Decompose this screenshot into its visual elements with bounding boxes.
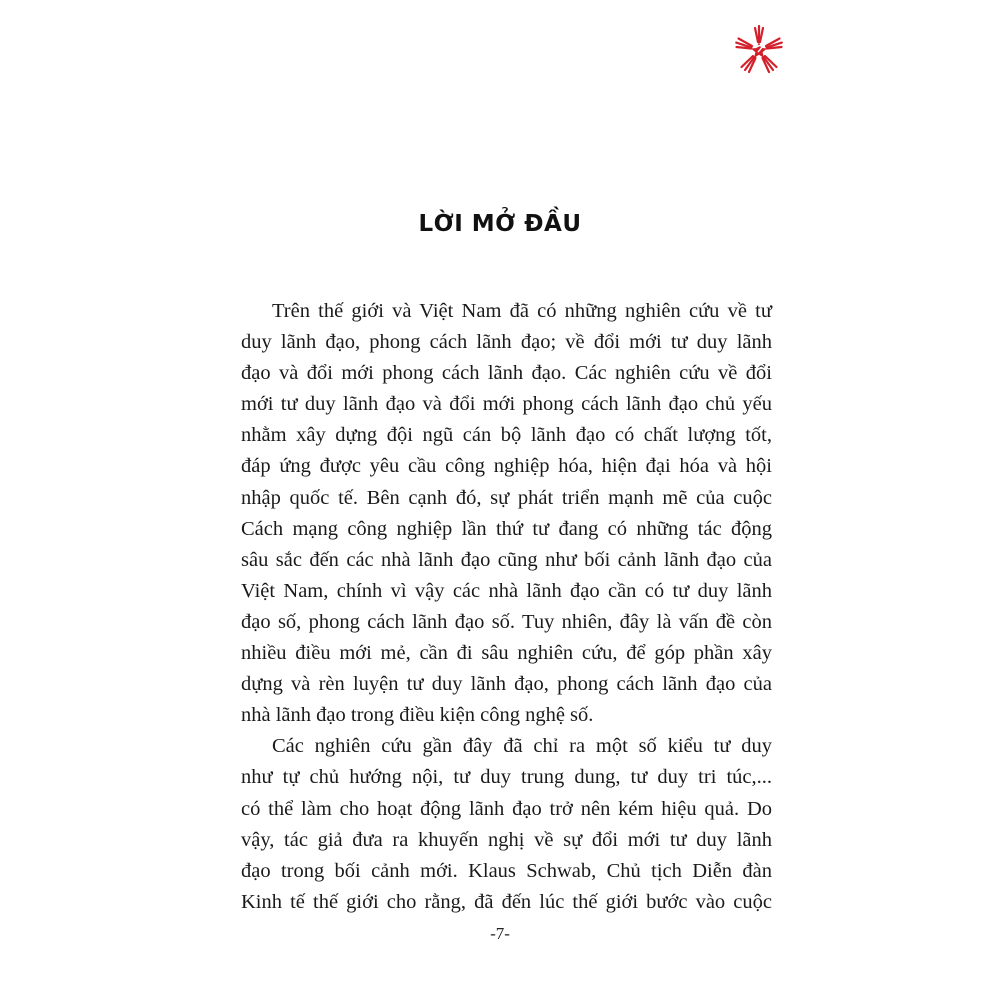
chapter-title: LỜI MỞ ĐẦU — [418, 211, 582, 237]
text-line: Kinh tế thế giới cho rằng, đã đến lúc thế giới bước vào cuộc — [241, 890, 772, 913]
text-line: Các nghiên cứu gần đây đã chỉ ra một số kiểu tư duy — [272, 735, 772, 758]
text-line: nhằm xây dựng đội ngũ cán bộ lãnh đạo có chất lượng tốt, — [241, 424, 772, 447]
text-line: đạo và đổi mới phong cách lãnh đạo. Các nghiên cứu về đổi — [241, 362, 772, 385]
text-line: nhà lãnh đạo trong điều kiện công nghệ số. — [241, 704, 594, 727]
publisher-logo — [729, 20, 789, 80]
text-line: dựng và rèn luyện tư duy lãnh đạo, phong cách lãnh đạo của — [241, 673, 772, 696]
red-star-logo-icon — [729, 20, 789, 80]
text-line: nhập quốc tế. Bên cạnh đó, sự phát triển mạnh mẽ của cuộc — [241, 486, 772, 509]
text-line: mới tư duy lãnh đạo và đổi mới phong cách lãnh đạo chủ yếu — [241, 393, 772, 416]
paragraph-1 — [241, 296, 772, 731]
text-line: có thể làm cho hoạt động lãnh đạo trở nên kém hiệu quả. Do — [241, 797, 772, 820]
text-line: Cách mạng công nghiệp lần thứ tư đang có những tác động — [241, 517, 772, 540]
text-line: sâu sắc đến các nhà lãnh đạo cũng như bối cảnh lãnh đạo của — [241, 548, 772, 571]
text-line: đạo số, phong cách lãnh đạo số. Tuy nhiên, đây là vấn đề còn — [241, 610, 772, 633]
body-text — [241, 296, 772, 918]
text-line: đạo trong bối cảnh mới. Klaus Schwab, Chủ tịch Diễn đàn — [241, 859, 772, 882]
text-line: nhiều điều mới mẻ, cần đi sâu nghiên cứu, để góp phần xây — [241, 642, 772, 665]
paragraph-2 — [241, 731, 772, 918]
text-line: duy lãnh đạo, phong cách lãnh đạo; về đổi mới tư duy lãnh — [241, 331, 772, 354]
text-line: Việt Nam, chính vì vậy các nhà lãnh đạo cần có tư duy lãnh — [241, 579, 772, 602]
text-line: như tự chủ hướng nội, tư duy trung dung, tư duy tri túc,... — [241, 766, 772, 789]
text-line: đáp ứng được yêu cầu công nghiệp hóa, hiện đại hóa và hội — [241, 455, 772, 478]
text-line: Trên thế giới và Việt Nam đã có những nghiên cứu về tư — [272, 300, 772, 322]
text-line: vậy, tác giả đưa ra khuyến nghị về sự đổi mới tư duy lãnh — [241, 828, 772, 851]
page-number: -7- — [490, 924, 510, 943]
